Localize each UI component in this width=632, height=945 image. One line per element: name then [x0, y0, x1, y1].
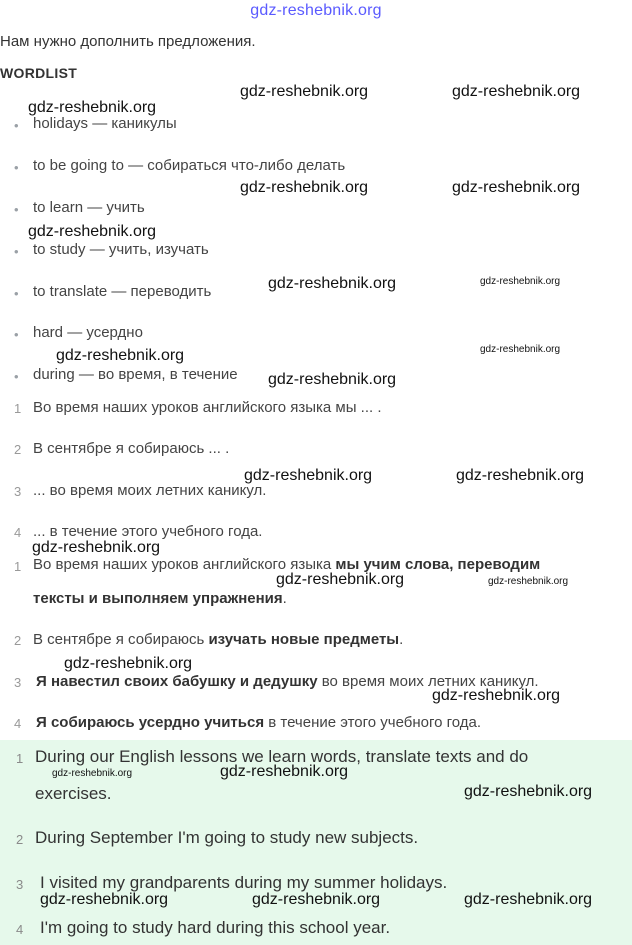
watermark: gdz-reshebnik.org	[56, 347, 185, 364]
wordlist-item: hard — усердно	[33, 324, 143, 341]
watermark: gdz-reshebnik.org	[252, 891, 381, 908]
watermark: gdz-reshebnik.org	[240, 83, 369, 100]
wordlist-item: to learn — учить	[33, 199, 145, 216]
wordlist-item: during — во время, в течение	[33, 366, 238, 383]
bullet-icon: •	[14, 327, 19, 342]
watermark: gdz-reshebnik.org	[64, 655, 193, 672]
answer-en-text: During our English lessons we learn words, translate texts and do	[35, 747, 529, 766]
answer-en-number: 3	[16, 877, 24, 892]
answer-en-number: 2	[16, 832, 24, 847]
bullet-icon: •	[14, 369, 19, 384]
answer-en-number: 1	[16, 751, 24, 766]
watermark: gdz-reshebnik.org	[240, 179, 369, 196]
task-number: 2	[14, 442, 22, 457]
watermark: gdz-reshebnik.org	[488, 576, 569, 587]
answer-text: Я собираюсь усердно учиться в течение этого учебного года.	[36, 714, 482, 731]
watermark: gdz-reshebnik.org	[32, 539, 161, 556]
task-number: 1	[14, 401, 22, 416]
task-number: 3	[14, 484, 22, 499]
task-text: В сентябре я собираюсь ... .	[33, 440, 230, 457]
watermark: gdz-reshebnik.org	[28, 223, 157, 240]
site-header-link[interactable]: gdz-reshebnik.org	[250, 2, 382, 19]
watermark: gdz-reshebnik.org	[276, 571, 405, 588]
answer-en-text: I'm going to study hard during this school year.	[40, 918, 391, 937]
answer-text: В сентябре я собираюсь изучать новые предметы.	[33, 631, 404, 648]
answer-number: 2	[14, 633, 22, 648]
answer-number: 4	[14, 716, 22, 731]
watermark: gdz-reshebnik.org	[432, 687, 561, 704]
watermark: gdz-reshebnik.org	[268, 275, 397, 292]
answer-text: Я навестил своих бабушку и дедушку во время моих летних каникул.	[36, 673, 539, 690]
bullet-icon: •	[14, 286, 19, 301]
watermark: gdz-reshebnik.org	[220, 763, 349, 780]
watermark: gdz-reshebnik.org	[52, 768, 133, 779]
watermark: gdz-reshebnik.org	[452, 179, 581, 196]
watermark: gdz-reshebnik.org	[268, 371, 397, 388]
bullet-icon: •	[14, 160, 19, 175]
answer-text: Во время наших уроков английского языка мы учим слова, переводим	[33, 556, 541, 573]
watermark: gdz-reshebnik.org	[452, 83, 581, 100]
wordlist-item: to translate — переводить	[33, 283, 212, 300]
answer-en-text: During September I'm going to study new subjects.	[35, 828, 419, 847]
answer-en-text-cont: exercises.	[35, 784, 112, 803]
task-number: 4	[14, 525, 22, 540]
task-text: ... во время моих летних каникул.	[33, 482, 267, 499]
task-text: ... в течение этого учебного года.	[33, 523, 263, 540]
watermark: gdz-reshebnik.org	[244, 467, 373, 484]
watermark: gdz-reshebnik.org	[464, 783, 593, 800]
watermark: gdz-reshebnik.org	[480, 344, 561, 355]
wordlist-item: to be going to — собираться что-либо делать	[33, 157, 346, 174]
bullet-icon: •	[14, 202, 19, 217]
answer-en-text: I visited my grandparents during my summer holidays.	[40, 873, 448, 892]
answer-number: 3	[14, 675, 22, 690]
watermark: gdz-reshebnik.org	[480, 276, 561, 287]
bullet-icon: •	[14, 244, 19, 259]
answer-text-cont: тексты и выполняем упражнения.	[33, 590, 287, 607]
answer-number: 1	[14, 559, 22, 574]
watermark: gdz-reshebnik.org	[464, 891, 593, 908]
wordlist-title: WORDLIST	[0, 65, 78, 81]
answer-en-number: 4	[16, 922, 24, 937]
watermark: gdz-reshebnik.org	[456, 467, 585, 484]
bullet-icon: •	[14, 118, 19, 133]
wordlist-item: holidays — каникулы	[33, 115, 177, 132]
watermark: gdz-reshebnik.org	[28, 99, 157, 116]
intro-text: Нам нужно дополнить предложения.	[0, 33, 256, 50]
task-text: Во время наших уроков английского языка мы ... .	[33, 399, 382, 416]
watermark: gdz-reshebnik.org	[40, 891, 169, 908]
wordlist-item: to study — учить, изучать	[33, 241, 209, 258]
